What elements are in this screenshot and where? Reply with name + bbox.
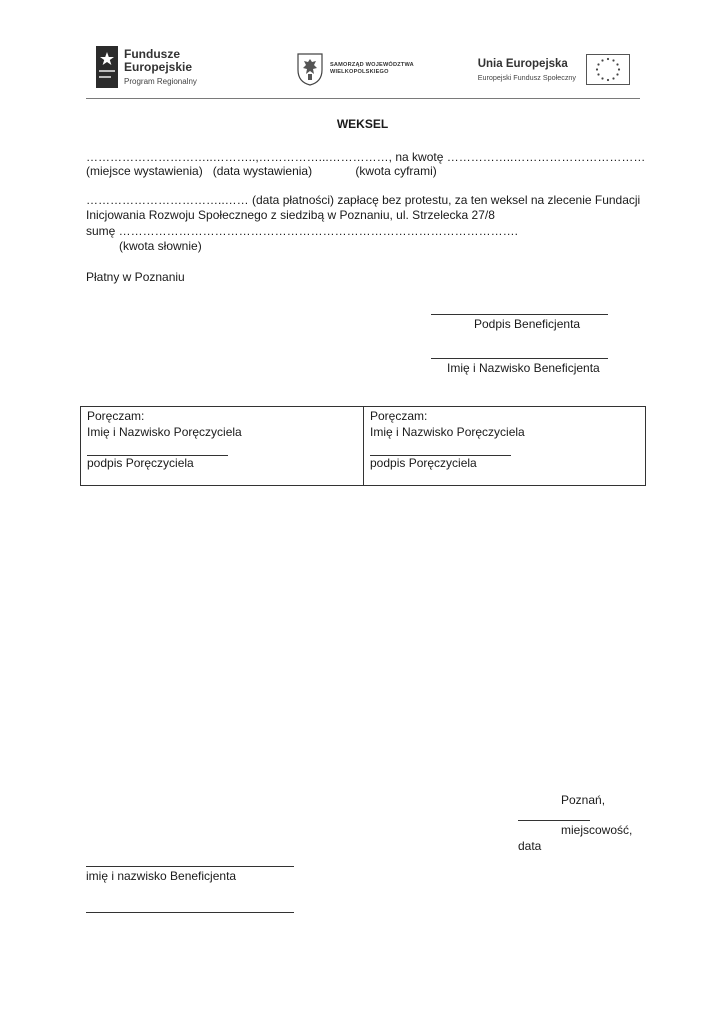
- fundusze-europejskie-mark-icon: [96, 46, 118, 88]
- beneficiary-signature-line: [431, 314, 608, 315]
- beneficiary-name-line: [431, 358, 608, 359]
- amount-words-label: (kwota słownie): [119, 239, 202, 253]
- fundusze-europejskie-logo: [96, 46, 216, 92]
- footer-blank-line: [86, 912, 294, 913]
- beneficiary-footer-label: imię i nazwisko Beneficjenta: [86, 869, 237, 883]
- guarantor-heading: Poręczam:: [87, 409, 145, 423]
- place-date-label: miejscowość,: [561, 823, 633, 837]
- eagle-crest-icon: [296, 52, 324, 86]
- header-divider: [86, 98, 640, 99]
- amount-words-line: sumę ……………………………………………………………………………………….: [86, 224, 519, 238]
- place-date-line: [518, 820, 590, 821]
- unia-europejska-logo: [462, 54, 632, 90]
- guarantor-signature-label: podpis Poręczyciela: [87, 456, 194, 470]
- date-label: data: [518, 839, 542, 853]
- guarantor-name-label: Imię i Nazwisko Poręczyciela: [370, 425, 525, 439]
- guarantors-table-divider: [363, 407, 364, 485]
- logo-fe-line1: Fundusze: [124, 47, 180, 61]
- place-text: Poznań,: [561, 793, 606, 807]
- beneficiary-signature-label: Podpis Beneficjenta: [474, 317, 581, 331]
- logo-wlkp-line1: SAMORZĄD WOJEWÓDZTWA: [330, 62, 414, 68]
- logo-fe-line2: Europejskie: [124, 60, 193, 74]
- issue-line-labels: (miejsce wystawienia) (data wystawienia) (kwota cyframi): [86, 164, 437, 178]
- guarantor-signature-label: podpis Poręczyciela: [370, 456, 477, 470]
- logo-wlkp-line2: WIELKOPOLSKIEGO: [330, 69, 389, 75]
- issue-line: …………………………..………..,……………...……………, na kwotę ……………..……………………………: [86, 150, 646, 164]
- wielkopolska-logo: [296, 52, 426, 88]
- beneficiary-footer-line: [86, 866, 294, 867]
- payment-paragraph-line2: Inicjowania Rozwoju Społecznego z siedzibą w Poznaniu, ul. Strzelecka 27/8: [86, 208, 495, 222]
- beneficiary-name-label: Imię i Nazwisko Beneficjenta: [447, 361, 600, 375]
- document-title: WEKSEL: [336, 117, 389, 131]
- logo-ue-subtitle: Europejski Fundusz Społeczny: [477, 73, 576, 82]
- logo-ue-title: Unia Europejska: [477, 58, 568, 70]
- guarantor-heading: Poręczam:: [370, 409, 428, 423]
- logo-fe-line3: Program Regionalny: [124, 77, 197, 86]
- guarantor-name-label: Imię i Nazwisko Poręczyciela: [87, 425, 242, 439]
- payment-paragraph-line1: ……………………………..…… (data płatności) zapłacę bez protestu, za ten weksel na zlecenie Fundacji: [86, 193, 641, 207]
- eu-flag-icon: [586, 54, 630, 85]
- payable-place: Płatny w Poznaniu: [86, 270, 185, 284]
- guarantors-table: [80, 406, 646, 486]
